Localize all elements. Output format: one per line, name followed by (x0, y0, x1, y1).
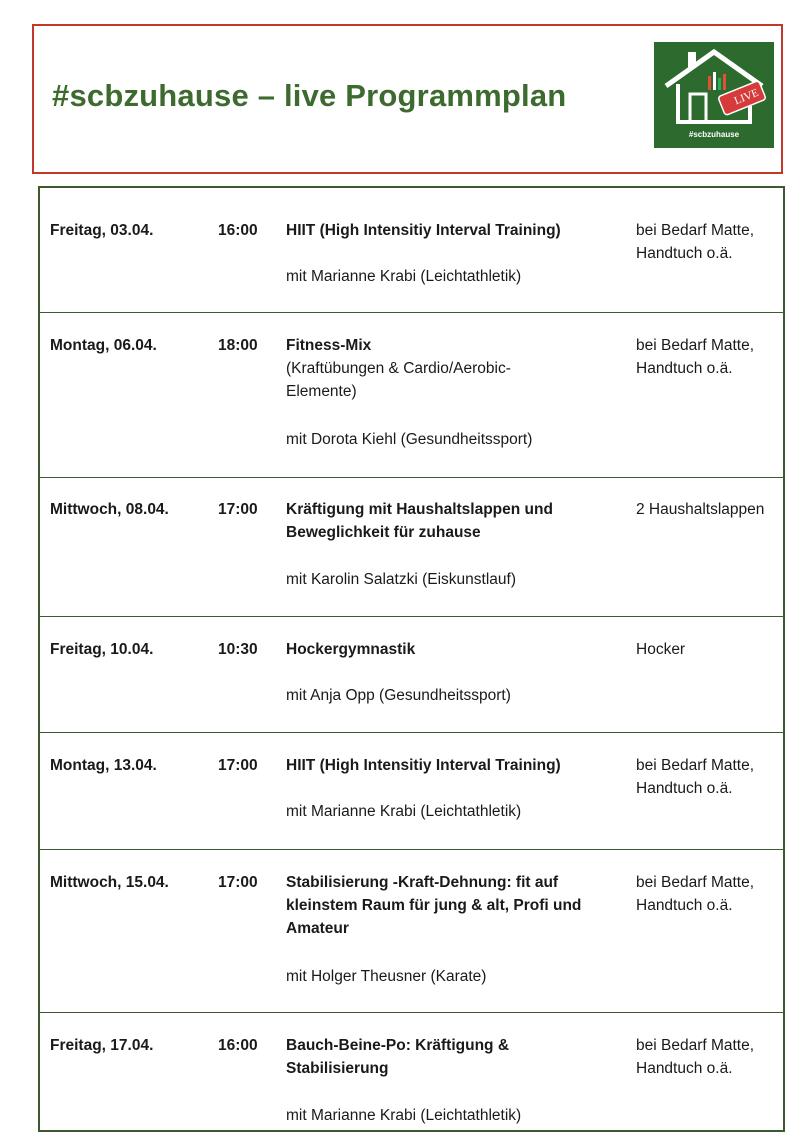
schedule-table (38, 186, 785, 1132)
session-equipment: bei Bedarf Matte, Handtuch o.ä. (636, 222, 755, 262)
session-instructor: mit Marianne Krabi (Leichtathletik) (286, 803, 522, 820)
session-title: Stabilisierung -Kraft-Dehnung: fit auf kleinstem Raum für jung & alt, Profi und Amateur (286, 874, 582, 937)
session-equipment: bei Bedarf Matte, Handtuch o.ä. (636, 757, 755, 797)
logo-caption: #scbzuhause (688, 130, 740, 139)
page-title: #scbzuhause – live Programmplan (52, 78, 567, 113)
session-instructor: mit Holger Theusner (Karate) (286, 968, 487, 985)
row-divider (40, 1012, 783, 1013)
session-day: Montag, 06.04. (50, 337, 157, 354)
session-day: Mittwoch, 08.04. (50, 501, 169, 518)
session-time: 17:00 (218, 757, 258, 774)
session-time: 18:00 (218, 337, 258, 354)
session-title: Hockergymnastik (286, 641, 416, 658)
session-title: Bauch-Beine-Po: Kräftigung & Stabilisierung (286, 1037, 510, 1077)
session-title: HIIT (High Intensitiy Interval Training) (286, 222, 561, 239)
row-divider (40, 849, 783, 850)
session-title: Fitness-Mix (286, 337, 372, 354)
row-divider (40, 616, 783, 617)
session-equipment: Hocker (636, 641, 686, 658)
session-time: 16:00 (218, 1037, 258, 1054)
live-badge: LIVE (732, 86, 761, 108)
session-title: Kräftigung mit Haushaltslappen und Beweglichkeit für zuhause (286, 501, 553, 541)
row-divider (40, 732, 783, 733)
session-day: Freitag, 03.04. (50, 222, 154, 239)
session-day: Mittwoch, 15.04. (50, 874, 169, 891)
session-time: 17:00 (218, 874, 258, 891)
session-title: HIIT (High Intensitiy Interval Training) (286, 757, 561, 774)
session-equipment: bei Bedarf Matte, Handtuch o.ä. (636, 874, 755, 914)
session-time: 17:00 (218, 501, 258, 518)
session-title-block (286, 334, 626, 403)
session-instructor: mit Dorota Kiehl (Gesundheitssport) (286, 431, 533, 448)
session-instructor: mit Marianne Krabi (Leichtathletik) (286, 268, 522, 285)
session-instructor: mit Karolin Salatzki (Eiskunstlauf) (286, 571, 516, 588)
header-box (32, 24, 783, 174)
session-equipment: bei Bedarf Matte, Handtuch o.ä. (636, 1037, 755, 1077)
row-divider (40, 477, 783, 478)
session-description: (Kraftübungen & Cardio/Aerobic-Elemente) (286, 360, 511, 400)
session-instructor: mit Anja Opp (Gesundheitssport) (286, 687, 511, 704)
session-equipment: 2 Haushaltslappen (636, 501, 765, 518)
session-day: Freitag, 10.04. (50, 641, 154, 658)
row-divider (40, 312, 783, 313)
scbzuhause-logo (654, 42, 774, 148)
session-equipment: bei Bedarf Matte, Handtuch o.ä. (636, 337, 755, 377)
session-day: Montag, 13.04. (50, 757, 157, 774)
session-day: Freitag, 17.04. (50, 1037, 154, 1054)
session-time: 10:30 (218, 641, 258, 658)
session-instructor: mit Marianne Krabi (Leichtathletik) (286, 1107, 522, 1124)
session-time: 16:00 (218, 222, 258, 239)
